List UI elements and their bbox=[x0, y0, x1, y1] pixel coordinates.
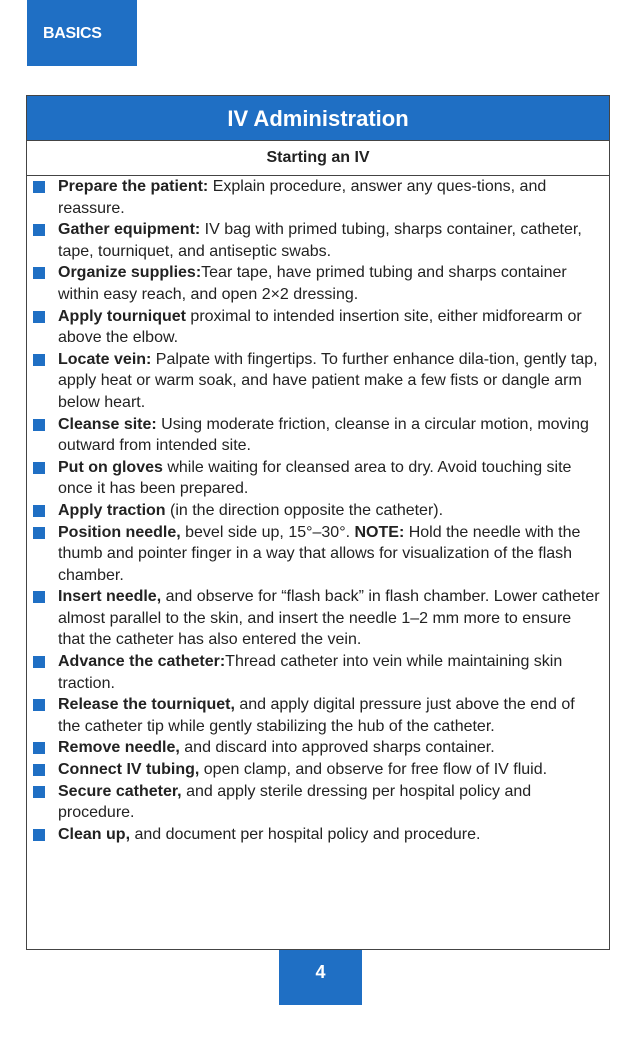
step-lead: Clean up, bbox=[58, 825, 131, 843]
step-lead: Cleanse site: bbox=[58, 415, 157, 433]
square-bullet-icon bbox=[33, 419, 45, 431]
step-item bbox=[33, 759, 601, 781]
step-list bbox=[27, 176, 609, 845]
step-text: and apply digital pressure just above the end of the catheter tip while gently stabilizing the hub of the catheter. bbox=[58, 696, 575, 735]
step-lead: Organize supplies: bbox=[58, 264, 202, 282]
section-tab bbox=[27, 0, 137, 66]
square-bullet-icon bbox=[33, 354, 45, 366]
step-text: Explain procedure, answer any ques-tions, and reassure. bbox=[58, 178, 547, 217]
square-bullet-icon bbox=[33, 764, 45, 776]
step-lead: Connect IV tubing, bbox=[58, 761, 200, 779]
step-lead: Locate vein: bbox=[58, 350, 152, 368]
procedure-title: IV Administration bbox=[27, 96, 609, 141]
step-lead: Prepare the patient: bbox=[58, 178, 209, 195]
step-text: Thread catheter into vein while maintaining skin traction. bbox=[58, 653, 563, 692]
square-bullet-icon bbox=[33, 311, 45, 323]
step-item bbox=[33, 694, 601, 737]
step-lead: Release the tourniquet, bbox=[58, 696, 235, 714]
step-item bbox=[33, 500, 601, 522]
step-text: and document per hospital policy and procedure. bbox=[130, 825, 481, 843]
step-lead: Remove needle, bbox=[58, 739, 180, 757]
square-bullet-icon bbox=[33, 591, 45, 603]
step-text: Tear tape, have primed tubing and sharps container within easy reach, and open 2×2 dressing. bbox=[58, 264, 567, 303]
square-bullet-icon bbox=[33, 267, 45, 279]
step-text: proximal to intended insertion site, either midforearm or above the elbow. bbox=[58, 307, 582, 347]
step-item bbox=[33, 219, 601, 262]
step-item bbox=[33, 651, 601, 694]
step-lead: Apply traction bbox=[58, 501, 166, 519]
step-item bbox=[33, 737, 601, 759]
step-text: and observe for “flash back” in flash chamber. Lower catheter almost parallel to the skin, and insert the needle 1–2 mm more to ensure that the catheter has also entered the vein. bbox=[58, 588, 600, 649]
procedure-box bbox=[26, 95, 610, 950]
step-text: IV bag with primed tubing, sharps container, catheter, tape, tourniquet, and antiseptic swabs. bbox=[58, 221, 582, 260]
step-text: open clamp, and observe for free flow of IV fluid. bbox=[199, 761, 548, 779]
square-bullet-icon bbox=[33, 224, 45, 236]
step-item bbox=[33, 414, 601, 457]
square-bullet-icon bbox=[33, 829, 45, 841]
section-tab-label: BASICS bbox=[43, 25, 102, 42]
step-item bbox=[33, 457, 601, 500]
square-bullet-icon bbox=[33, 742, 45, 754]
step-text: bevel side up, 15°–30°. bbox=[180, 523, 355, 541]
step-text: and apply sterile dressing per hospital policy and procedure. bbox=[58, 782, 532, 822]
square-bullet-icon bbox=[33, 505, 45, 517]
square-bullet-icon bbox=[33, 181, 45, 193]
square-bullet-icon bbox=[33, 462, 45, 474]
step-item bbox=[33, 262, 601, 305]
step-lead: Advance the catheter: bbox=[58, 653, 226, 671]
step-lead: Put on gloves bbox=[58, 458, 163, 476]
square-bullet-icon bbox=[33, 656, 45, 668]
step-item bbox=[33, 306, 601, 349]
step-item bbox=[33, 176, 601, 219]
note-label: NOTE: bbox=[354, 523, 405, 541]
step-lead: Apply tourniquet bbox=[58, 307, 186, 325]
step-text: while waiting for cleansed area to dry. Avoid touching site once it has been prepared. bbox=[58, 458, 572, 498]
step-text: and discard into approved sharps container. bbox=[179, 739, 495, 757]
note-text: Hold the needle with the thumb and pointer finger in a way that allows for visualization of the flash chamber. bbox=[58, 523, 581, 584]
square-bullet-icon bbox=[33, 527, 45, 539]
step-item bbox=[33, 522, 601, 587]
procedure-subtitle: Starting an IV bbox=[27, 141, 609, 176]
step-item bbox=[33, 824, 601, 846]
step-text: (in the direction opposite the catheter). bbox=[165, 501, 444, 519]
step-text: Palpate with fingertips. To further enhance dila-tion, gently tap, apply heat or warm soak, and have patient make a few fists or dangle arm below heart. bbox=[58, 350, 598, 411]
step-item bbox=[33, 586, 601, 651]
step-text: Using moderate friction, cleanse in a circular motion, moving outward from intended site. bbox=[58, 415, 589, 455]
step-lead: Gather equipment: bbox=[58, 221, 201, 239]
step-lead: Position needle, bbox=[58, 523, 181, 541]
step-lead: Secure catheter, bbox=[58, 782, 182, 800]
step-item bbox=[33, 781, 601, 824]
step-lead: Insert needle, bbox=[58, 588, 162, 606]
square-bullet-icon bbox=[33, 699, 45, 711]
page-number: 4 bbox=[279, 950, 362, 1005]
square-bullet-icon bbox=[33, 786, 45, 798]
step-item bbox=[33, 349, 601, 414]
